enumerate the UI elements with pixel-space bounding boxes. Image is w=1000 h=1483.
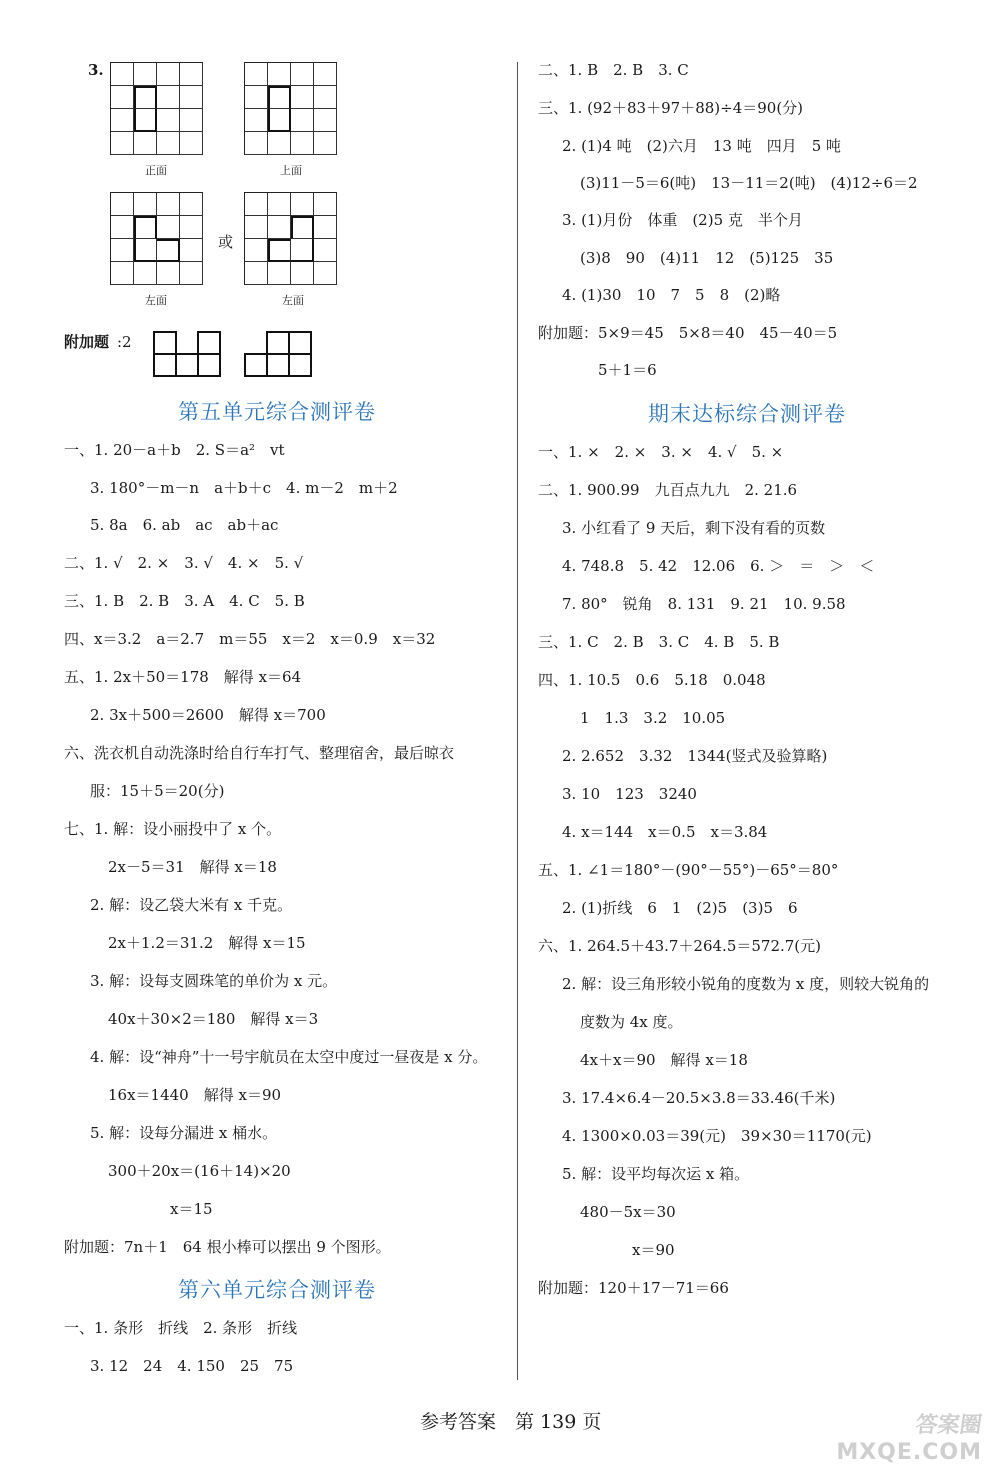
top-view-grid [244,62,337,155]
answer-line: 5＋1＝6 [598,361,657,379]
question-3-label: 3. [88,61,104,79]
unit5-line: 2. 3x＋500＝2600 解得 x＝700 [90,706,326,724]
grid-caption-left-b: 左面 [282,294,304,307]
front-view-grid [110,62,203,155]
unit5-line: 三、1. B 2. B 3. A 4. C 5. B [64,592,305,610]
unit5-line: 40x＋30×2＝180 解得 x＝3 [108,1010,319,1028]
column-divider [517,62,518,1380]
answer-line: 4. (1)30 10 7 5 8 (2)略 [562,286,781,304]
final-line: 4. 748.8 5. 42 12.06 6. ＞ ＝ ＞ ＜ [562,557,875,575]
unit5-line: 七、1. 解：设小丽投中了 x 个。 [64,820,282,838]
unit6-line: 3. 12 24 4. 150 25 75 [90,1357,294,1375]
bonus-shape-a [152,330,224,380]
final-line: 4x＋x＝90 解得 x＝18 [580,1051,748,1069]
unit5-line: 一、1. 20－a＋b 2. S＝a² vt [64,441,285,459]
unit5-line: 5. 8a 6. ab ac ab＋ac [90,516,279,534]
unit5-line: 3. 解：设每支圆珠笔的单价为 x 元。 [90,972,338,990]
answer-line: (3)8 90 (4)11 12 (5)125 35 [580,249,834,267]
final-line: 1 1.3 3.2 10.05 [580,709,726,727]
left-column [0,0,510,1400]
page-footer: 参考答案 第 139 页 [420,1411,602,1433]
unit5-line: 2. 解：设乙袋大米有 x 千克。 [90,896,293,914]
final-line: 3. 小红看了 9 天后，剩下没有看的页数 [562,519,826,537]
final-line: 度数为 4x 度。 [580,1013,683,1031]
left-view-grid-b [244,192,337,285]
unit6-title: 第六单元综合测评卷 [178,1278,376,1302]
bonus-label: 附加题 [64,333,110,351]
unit6-line: 一、1. 条形 折线 2. 条形 折线 [64,1319,298,1337]
unit5-line: 2x－5＝31 解得 x＝18 [108,858,277,876]
unit5-line: 2x＋1.2＝31.2 解得 x＝15 [108,934,306,952]
unit5-line: 附加题：7n＋1 64 根小棒可以摆出 9 个图形。 [64,1238,391,1256]
final-line: 3. 10 123 3240 [562,785,697,803]
grid-caption-front: 正面 [145,164,167,177]
or-text: 或 [218,233,234,251]
final-line: 五、1. ∠1＝180°－(90°－55°)－65°＝80° [538,861,839,879]
left-view-grid-a [110,192,203,285]
unit5-line: 4. 解：设“神舟”十一号宇航员在太空中度过一昼夜是 x 分。 [90,1048,488,1066]
unit5-line: x＝15 [170,1200,213,1218]
unit5-line: 3. 180°－m－n a＋b＋c 4. m－2 m＋2 [90,479,398,497]
final-line: 5. 解：设平均每次运 x 箱。 [562,1165,750,1183]
final-line: 一、1. × 2. × 3. × 4. √ 5. × [538,443,784,461]
answer-line: 二、1. B 2. B 3. C [538,61,689,79]
answer-line: 3. (1)月份 体重 (2)5 克 半个月 [562,211,803,229]
final-line: 六、1. 264.5＋43.7＋264.5＝572.7(元) [538,937,822,955]
right-column [520,0,1000,1400]
final-line: 4. x＝144 x＝0.5 x＝3.84 [562,823,768,841]
final-line: 四、1. 10.5 0.6 5.18 0.048 [538,671,766,689]
grid-caption-top: 上面 [280,164,302,177]
bonus-value: :2 [117,333,132,351]
final-line: 2. 解：设三角形较小锐角的度数为 x 度，则较大锐角的 [562,975,930,993]
watermark-logo: 答案圈 [913,1413,984,1438]
unit5-title: 第五单元综合测评卷 [178,400,376,424]
final-line: x＝90 [632,1241,675,1259]
final-line: 2. (1)折线 6 1 (2)5 (3)5 6 [562,899,798,917]
unit5-line: 服：15＋5＝20(分) [90,782,225,800]
grid-caption-left-a: 左面 [145,294,167,307]
unit5-line: 四、x＝3.2 a＝2.7 m＝55 x＝2 x＝0.9 x＝32 [64,630,436,648]
final-line: 480－5x＝30 [580,1203,676,1221]
answer-line: (3)11－5＝6(吨) 13－11＝2(吨) (4)12÷6＝2 [580,174,918,192]
answer-line: 附加题：5×9＝45 5×8＝40 45－40＝5 [538,324,838,342]
final-line: 二、1. 900.99 九百点九九 2. 21.6 [538,481,798,499]
final-line: 3. 17.4×6.4－20.5×3.8＝33.46(千米) [562,1089,836,1107]
unit5-line: 五、1. 2x＋50＝178 解得 x＝64 [64,668,302,686]
final-line: 三、1. C 2. B 3. C 4. B 5. B [538,633,780,651]
final-line: 7. 80° 锐角 8. 131 9. 21 10. 9.58 [562,595,846,613]
final-exam-title: 期末达标综合测评卷 [648,402,846,426]
unit5-line: 二、1. √ 2. × 3. √ 4. × 5. √ [64,554,304,572]
final-line: 2. 2.652 3.32 1344(竖式及验算略) [562,747,828,765]
watermark-url: MXQE.COM [836,1440,982,1465]
unit5-line: 16x＝1440 解得 x＝90 [108,1086,282,1104]
answer-line: 三、1. (92＋83＋97＋88)÷4＝90(分) [538,99,804,117]
final-line: 4. 1300×0.03＝39(元) 39×30＝1170(元) [562,1127,872,1145]
unit5-line: 300＋20x＝(16＋14)×20 [108,1162,291,1180]
final-line: 附加题：120＋17－71＝66 [538,1279,729,1297]
bonus-shape-b [243,330,315,380]
unit5-line: 5. 解：设每分漏进 x 桶水。 [90,1124,278,1142]
unit5-line: 六、洗衣机自动洗涤时给自行车打气、整理宿舍，最后晾衣 [64,744,455,762]
answer-line: 2. (1)4 吨 (2)六月 13 吨 四月 5 吨 [562,137,842,155]
